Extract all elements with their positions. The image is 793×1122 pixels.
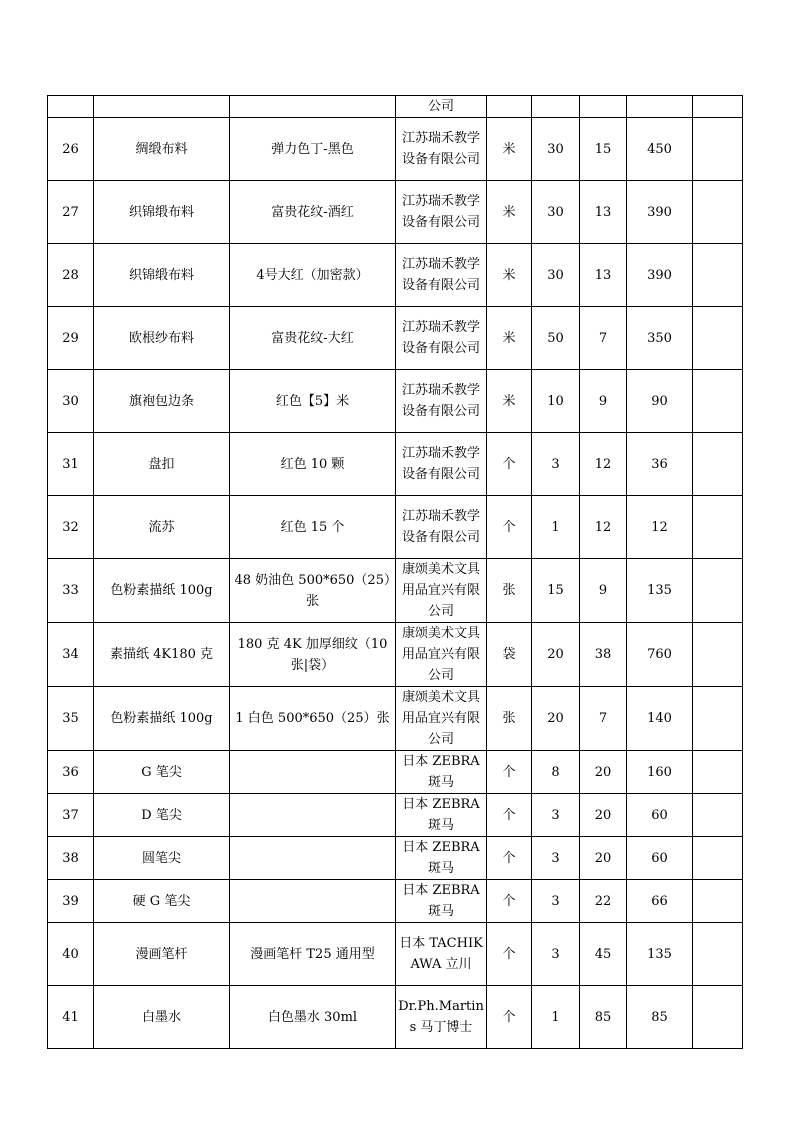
table-row xyxy=(48,880,743,923)
cell-unit: 张 xyxy=(487,559,532,623)
cell-amount: 390 xyxy=(627,181,693,244)
cell-supplier: 日本 ZEBRA 斑马 xyxy=(396,880,487,923)
cell-no: 39 xyxy=(48,880,94,923)
cell-amount: 12 xyxy=(627,496,693,559)
cell-price: 7 xyxy=(580,307,627,370)
cell-supplier: 日本 TACHIKAWA 立川 xyxy=(396,923,487,986)
cell-name: 旗袍包边条 xyxy=(94,370,230,433)
cell-qty: 1 xyxy=(532,496,580,559)
cell-note xyxy=(693,923,743,986)
cell-name: 硬 G 笔尖 xyxy=(94,880,230,923)
cell-name: 织锦缎布料 xyxy=(94,244,230,307)
table-row xyxy=(48,623,743,687)
item-table xyxy=(47,95,743,1049)
cell-price: 20 xyxy=(580,837,627,880)
cell-spec: 红色 15 个 xyxy=(230,496,396,559)
cell-note xyxy=(693,623,743,687)
cell-no: 38 xyxy=(48,837,94,880)
cell-name: D 笔尖 xyxy=(94,794,230,837)
cell-note xyxy=(693,496,743,559)
table-row xyxy=(48,837,743,880)
cell-spec: 红色【5】米 xyxy=(230,370,396,433)
cell-qty: 30 xyxy=(532,181,580,244)
cell-name: 漫画笔杆 xyxy=(94,923,230,986)
cell-price xyxy=(580,96,627,118)
cell-name: 绸缎布料 xyxy=(94,118,230,181)
cell-no: 26 xyxy=(48,118,94,181)
cell-amount: 90 xyxy=(627,370,693,433)
cell-spec: 富贵花纹-大红 xyxy=(230,307,396,370)
cell-no: 37 xyxy=(48,794,94,837)
cell-note xyxy=(693,96,743,118)
table-row xyxy=(48,687,743,751)
table-row xyxy=(48,118,743,181)
cell-amount: 160 xyxy=(627,751,693,794)
cell-price: 13 xyxy=(580,181,627,244)
cell-unit: 个 xyxy=(487,496,532,559)
cell-name: 色粉素描纸 100g xyxy=(94,687,230,751)
cell-qty: 50 xyxy=(532,307,580,370)
table-row xyxy=(48,986,743,1049)
cell-unit: 个 xyxy=(487,751,532,794)
cell-amount: 450 xyxy=(627,118,693,181)
cell-spec: 180 克 4K 加厚细纹（10 张|袋） xyxy=(230,623,396,687)
cell-spec: 4号大红（加密款） xyxy=(230,244,396,307)
cell-qty: 3 xyxy=(532,923,580,986)
cell-qty: 20 xyxy=(532,623,580,687)
cell-unit: 个 xyxy=(487,880,532,923)
cell-name: 素描纸 4K180 克 xyxy=(94,623,230,687)
cell-price: 9 xyxy=(580,559,627,623)
cell-supplier: 江苏瑞禾教学设备有限公司 xyxy=(396,118,487,181)
cell-supplier: 康颂美术文具用品宜兴有限公司 xyxy=(396,559,487,623)
cell-no: 29 xyxy=(48,307,94,370)
cell-note xyxy=(693,181,743,244)
cell-supplier: 江苏瑞禾教学设备有限公司 xyxy=(396,181,487,244)
cell-spec xyxy=(230,751,396,794)
cell-spec: 48 奶油色 500*650（25）张 xyxy=(230,559,396,623)
cell-price: 9 xyxy=(580,370,627,433)
cell-unit: 个 xyxy=(487,794,532,837)
cell-unit: 米 xyxy=(487,307,532,370)
cell-no: 40 xyxy=(48,923,94,986)
cell-amount: 36 xyxy=(627,433,693,496)
cell-price: 12 xyxy=(580,433,627,496)
cell-no: 35 xyxy=(48,687,94,751)
cell-note xyxy=(693,118,743,181)
cell-qty: 30 xyxy=(532,244,580,307)
cell-price: 13 xyxy=(580,244,627,307)
cell-spec: 白色墨水 30ml xyxy=(230,986,396,1049)
cell-name: 流苏 xyxy=(94,496,230,559)
cell-no xyxy=(48,96,94,118)
cell-amount: 390 xyxy=(627,244,693,307)
cell-unit: 个 xyxy=(487,433,532,496)
cell-qty: 1 xyxy=(532,986,580,1049)
cell-price: 22 xyxy=(580,880,627,923)
cell-no: 36 xyxy=(48,751,94,794)
cell-name: 白墨水 xyxy=(94,986,230,1049)
cell-amount: 85 xyxy=(627,986,693,1049)
cell-supplier: 江苏瑞禾教学设备有限公司 xyxy=(396,370,487,433)
cell-name: G 笔尖 xyxy=(94,751,230,794)
cell-qty: 3 xyxy=(532,794,580,837)
cell-qty: 15 xyxy=(532,559,580,623)
cell-unit: 袋 xyxy=(487,623,532,687)
table-row xyxy=(48,433,743,496)
cell-supplier: 康颂美术文具用品宜兴有限公司 xyxy=(396,687,487,751)
cell-note xyxy=(693,880,743,923)
cell-supplier: Dr.Ph.Martins 马丁博士 xyxy=(396,986,487,1049)
cell-spec xyxy=(230,96,396,118)
cell-price: 7 xyxy=(580,687,627,751)
cell-note xyxy=(693,751,743,794)
cell-supplier: 江苏瑞禾教学设备有限公司 xyxy=(396,496,487,559)
cell-name: 色粉素描纸 100g xyxy=(94,559,230,623)
table-row xyxy=(48,370,743,433)
cell-qty: 3 xyxy=(532,880,580,923)
table-row xyxy=(48,307,743,370)
cell-amount: 66 xyxy=(627,880,693,923)
cell-supplier: 日本 ZEBRA 斑马 xyxy=(396,751,487,794)
cell-note xyxy=(693,559,743,623)
cell-unit xyxy=(487,96,532,118)
cell-price: 15 xyxy=(580,118,627,181)
table-row xyxy=(48,794,743,837)
cell-no: 27 xyxy=(48,181,94,244)
cell-note xyxy=(693,433,743,496)
cell-note xyxy=(693,794,743,837)
table-row xyxy=(48,496,743,559)
cell-supplier: 江苏瑞禾教学设备有限公司 xyxy=(396,244,487,307)
cell-qty xyxy=(532,96,580,118)
cell-unit: 个 xyxy=(487,837,532,880)
table-row xyxy=(48,751,743,794)
cell-unit: 米 xyxy=(487,244,532,307)
cell-spec: 弹力色丁-黑色 xyxy=(230,118,396,181)
cell-price: 45 xyxy=(580,923,627,986)
cell-qty: 8 xyxy=(532,751,580,794)
cell-supplier: 康颂美术文具用品宜兴有限公司 xyxy=(396,623,487,687)
cell-supplier: 日本 ZEBRA 斑马 xyxy=(396,837,487,880)
cell-supplier: 公司 xyxy=(396,96,487,118)
cell-qty: 30 xyxy=(532,118,580,181)
cell-no: 30 xyxy=(48,370,94,433)
cell-no: 34 xyxy=(48,623,94,687)
cell-unit: 张 xyxy=(487,687,532,751)
cell-supplier: 日本 ZEBRA 斑马 xyxy=(396,794,487,837)
cell-price: 85 xyxy=(580,986,627,1049)
cell-spec xyxy=(230,794,396,837)
cell-no: 31 xyxy=(48,433,94,496)
cell-supplier: 江苏瑞禾教学设备有限公司 xyxy=(396,433,487,496)
cell-unit: 米 xyxy=(487,118,532,181)
cell-amount: 760 xyxy=(627,623,693,687)
cell-supplier: 江苏瑞禾教学设备有限公司 xyxy=(396,307,487,370)
cell-spec: 富贵花纹-酒红 xyxy=(230,181,396,244)
cell-spec xyxy=(230,837,396,880)
cell-note xyxy=(693,244,743,307)
table-row xyxy=(48,559,743,623)
cell-price: 38 xyxy=(580,623,627,687)
cell-spec: 1 白色 500*650（25）张 xyxy=(230,687,396,751)
cell-qty: 3 xyxy=(532,433,580,496)
cell-qty: 10 xyxy=(532,370,580,433)
cell-unit: 米 xyxy=(487,370,532,433)
cell-price: 12 xyxy=(580,496,627,559)
cell-amount xyxy=(627,96,693,118)
table-row-continued xyxy=(48,96,743,118)
cell-amount: 60 xyxy=(627,837,693,880)
cell-name: 欧根纱布料 xyxy=(94,307,230,370)
cell-name: 圆笔尖 xyxy=(94,837,230,880)
cell-qty: 3 xyxy=(532,837,580,880)
cell-no: 32 xyxy=(48,496,94,559)
cell-amount: 135 xyxy=(627,559,693,623)
cell-note xyxy=(693,370,743,433)
cell-name: 盘扣 xyxy=(94,433,230,496)
cell-note xyxy=(693,837,743,880)
cell-price: 20 xyxy=(580,794,627,837)
cell-name xyxy=(94,96,230,118)
cell-spec: 漫画笔杆 T25 通用型 xyxy=(230,923,396,986)
cell-no: 33 xyxy=(48,559,94,623)
cell-note xyxy=(693,687,743,751)
cell-unit: 个 xyxy=(487,923,532,986)
cell-price: 20 xyxy=(580,751,627,794)
table-row xyxy=(48,923,743,986)
cell-spec: 红色 10 颗 xyxy=(230,433,396,496)
cell-amount: 140 xyxy=(627,687,693,751)
cell-no: 28 xyxy=(48,244,94,307)
cell-qty: 20 xyxy=(532,687,580,751)
table-row xyxy=(48,181,743,244)
cell-unit: 个 xyxy=(487,986,532,1049)
cell-spec xyxy=(230,880,396,923)
table-row xyxy=(48,244,743,307)
cell-amount: 135 xyxy=(627,923,693,986)
cell-note xyxy=(693,986,743,1049)
cell-unit: 米 xyxy=(487,181,532,244)
cell-name: 织锦缎布料 xyxy=(94,181,230,244)
cell-no: 41 xyxy=(48,986,94,1049)
cell-amount: 350 xyxy=(627,307,693,370)
cell-note xyxy=(693,307,743,370)
cell-amount: 60 xyxy=(627,794,693,837)
